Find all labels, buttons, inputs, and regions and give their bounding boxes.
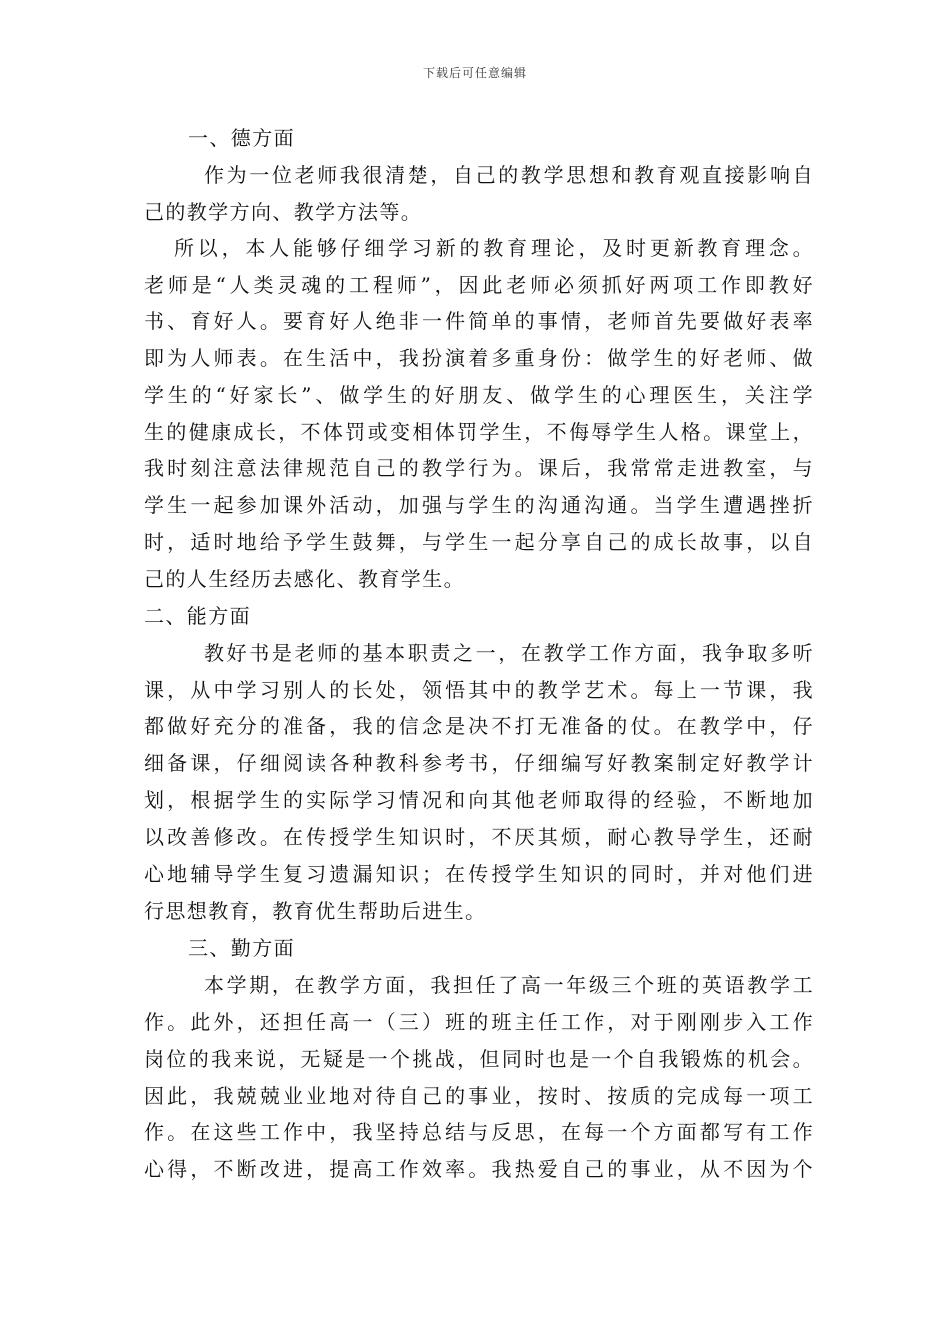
page-header-note: 下载后可任意编辑 bbox=[422, 66, 527, 80]
paragraph-line: 生的健康成长，不体罚或变相体罚学生，不侮辱学生人格。课堂上， bbox=[144, 420, 814, 444]
paragraph-line: 心地辅导学生复习遗漏知识；在传授学生知识的同时，并对他们进 bbox=[144, 862, 814, 886]
paragraph-line: 即为人师表。在生活中，我扮演着多重身份：做学生的好老师、做 bbox=[144, 346, 814, 370]
paragraph-line: 心得，不断改进，提高工作效率。我热爱自己的事业，从不因为个 bbox=[144, 1157, 814, 1181]
paragraph-line: 学生的“好家长”、做学生的好朋友、做学生的心理医生，关注学 bbox=[144, 383, 814, 407]
paragraph-line: 我时刻注意法律规范自己的教学行为。课后，我常常走进教室，与 bbox=[144, 456, 814, 480]
paragraph-line: 课，从中学习别人的长处，领悟其中的教学艺术。每上一节课，我 bbox=[144, 678, 814, 702]
paragraph-line: 书、育好人。要育好人绝非一件简单的事情，老师首先要做好表率 bbox=[144, 309, 814, 333]
heading-diligence: 三、勤方面 bbox=[188, 936, 295, 960]
paragraph-line: 因此，我兢兢业业地对待自己的事业，按时、按质的完成每一项工 bbox=[144, 1084, 814, 1108]
heading-moral: 一、德方面 bbox=[188, 126, 295, 150]
paragraph-line: 己的人生经历去感化、教育学生。 bbox=[144, 567, 465, 591]
paragraph-line: 以改善修改。在传授学生知识时，不厌其烦，耐心教导学生，还耐 bbox=[144, 825, 814, 849]
paragraph-line: 作为一位老师我很清楚，自己的教学思想和教育观直接影响自 bbox=[204, 163, 814, 187]
heading-ability: 二、能方面 bbox=[144, 604, 251, 628]
paragraph-line: 己的教学方向、教学方法等。 bbox=[144, 200, 423, 224]
paragraph-line: 作。此外，还担任高一（三）班的班主任工作，对于刚刚步入工作 bbox=[144, 1010, 814, 1034]
paragraph-line: 时，适时地给予学生鼓舞，与学生一起分享自己的成长故事，以自 bbox=[144, 530, 814, 554]
paragraph-line: 细备课，仔细阅读各种教科参考书，仔细编写好教案制定好教学计 bbox=[144, 751, 814, 775]
paragraph-line: 岗位的我来说，无疑是一个挑战，但同时也是一个自我锻炼的机会。 bbox=[144, 1047, 814, 1071]
paragraph-line: 作。在这些工作中，我坚持总结与反思，在每一个方面都写有工作 bbox=[144, 1120, 814, 1144]
paragraph-line: 学生一起参加课外活动，加强与学生的沟通沟通。当学生遭遇挫折 bbox=[144, 493, 814, 517]
paragraph-line: 教好书是老师的基本职责之一，在教学工作方面，我争取多听 bbox=[204, 641, 814, 665]
paragraph-line: 所以，本人能够仔细学习新的教育理论，及时更新教育理念。 bbox=[174, 236, 814, 260]
paragraph-line: 老师是“人类灵魂的工程师”，因此老师必须抓好两项工作即教好 bbox=[144, 273, 814, 297]
paragraph-line: 行思想教育，教育优生帮助后进生。 bbox=[144, 899, 487, 923]
paragraph-line: 本学期，在教学方面，我担任了高一年级三个班的英语教学工 bbox=[204, 973, 814, 997]
paragraph-line: 划，根据学生的实际学习情况和向其他老师取得的经验，不断地加 bbox=[144, 788, 814, 812]
paragraph-line: 都做好充分的准备，我的信念是决不打无准备的仗。在教学中，仔 bbox=[144, 714, 814, 738]
